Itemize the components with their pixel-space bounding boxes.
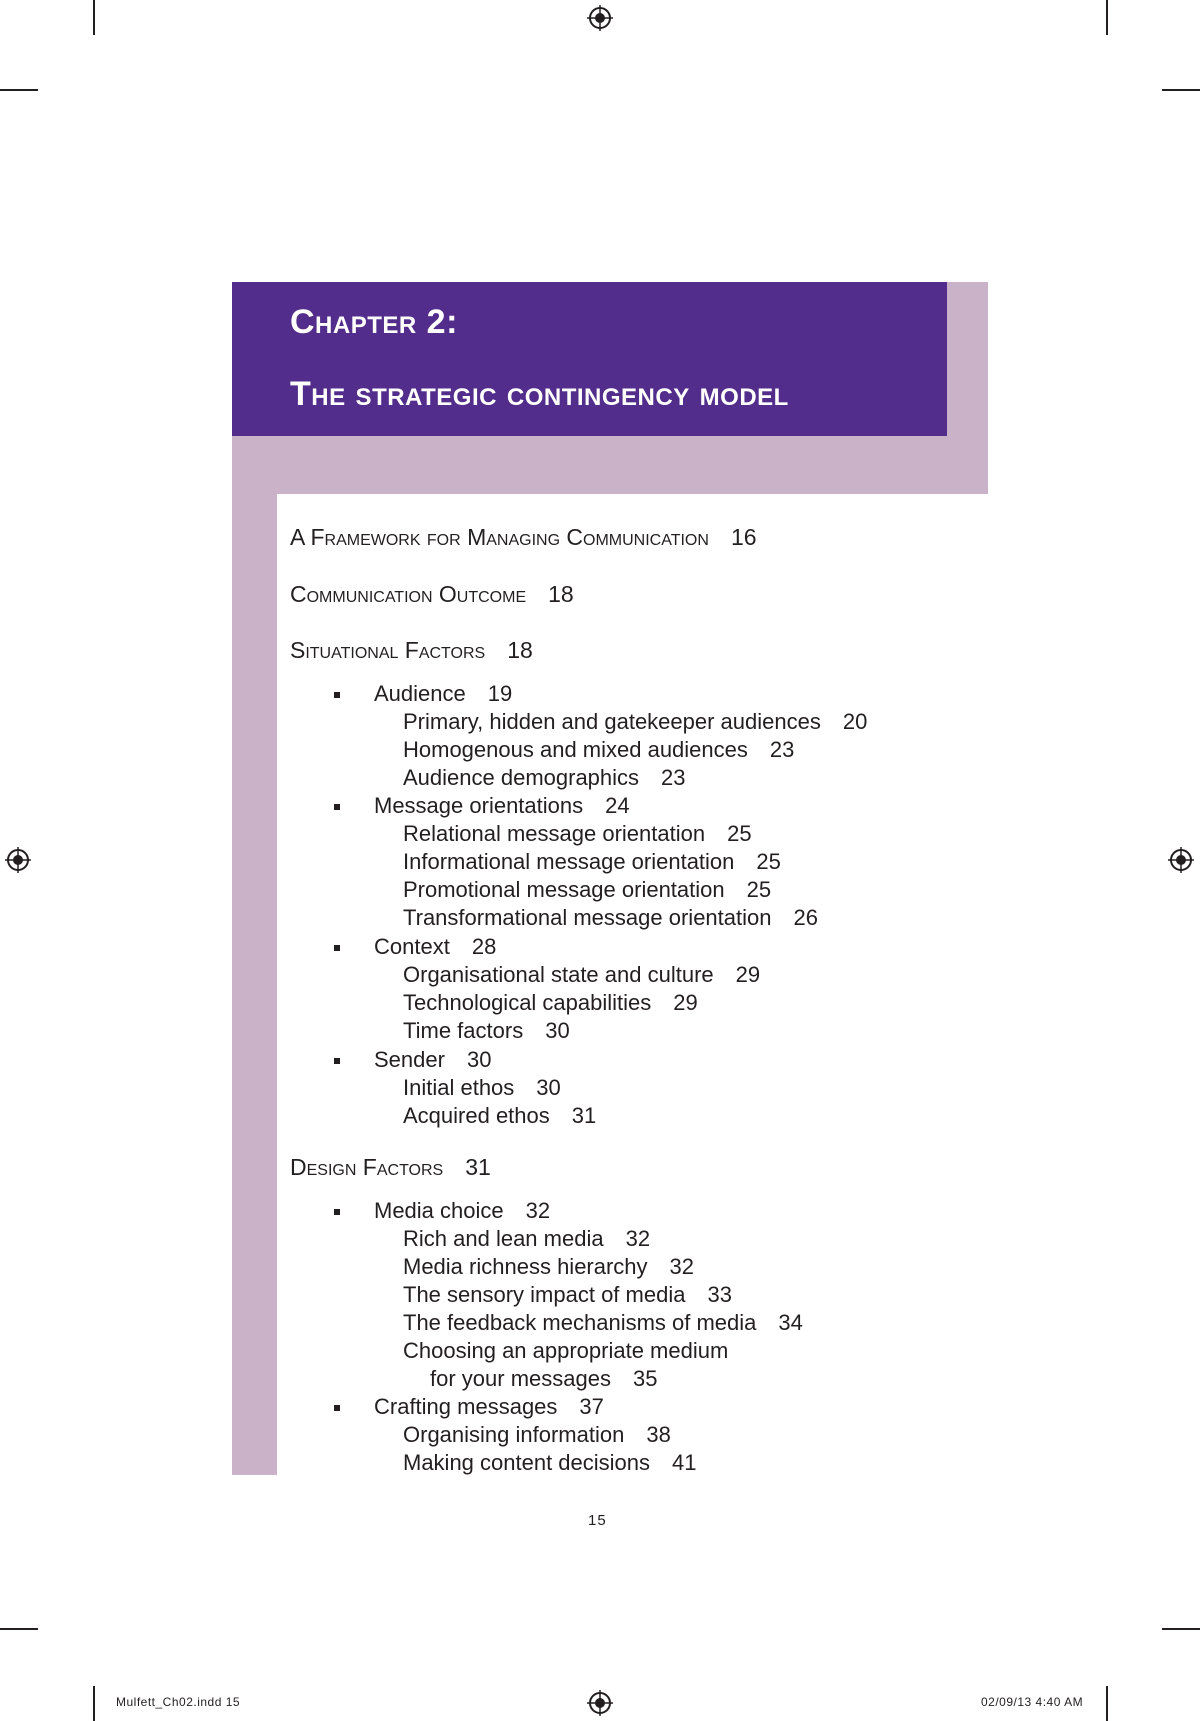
crop-mark <box>93 0 95 35</box>
toc-topic <box>374 1394 604 1420</box>
toc-entry-label: Audience demographics <box>403 765 640 790</box>
toc-entry-page: 16 <box>730 524 757 550</box>
toc-entry-label: Informational message orientation <box>403 849 735 874</box>
toc-subtopic <box>403 821 752 847</box>
toc-entry-label: Situational Factors <box>290 637 486 663</box>
toc-entry-label: Transformational message orientation <box>403 905 772 930</box>
toc-entry-page: 30 <box>466 1047 492 1072</box>
toc-subtopic <box>403 1282 732 1308</box>
toc-entry-label: Communication Outcome <box>290 581 527 607</box>
toc-entry-label: Media richness hierarchy <box>403 1254 648 1279</box>
toc-section <box>290 524 757 551</box>
toc-subtopic <box>403 737 794 763</box>
toc-entry-label: Promotional message orientation <box>403 877 725 902</box>
toc-entry-page: 33 <box>707 1282 732 1307</box>
toc-entry-page: 31 <box>465 1154 491 1180</box>
toc-topic <box>374 1198 550 1224</box>
toc-section <box>290 581 574 608</box>
toc-entry-page: 32 <box>625 1226 651 1251</box>
toc-entry-page: 32 <box>669 1254 695 1279</box>
toc-entry-label: Message orientations <box>374 793 584 818</box>
crop-mark <box>0 1628 38 1630</box>
toc-entry-page: 30 <box>536 1075 561 1100</box>
toc-topic <box>374 934 496 960</box>
chapter-number-text: Chapter 2: <box>290 303 458 341</box>
crop-mark <box>1106 0 1108 35</box>
crop-mark <box>93 1686 95 1721</box>
toc-entry-label: for your messages <box>430 1366 611 1391</box>
toc-subtopic <box>403 1018 570 1044</box>
toc-entry-page: 23 <box>769 737 795 762</box>
toc-entry-label: Acquired ethos <box>403 1103 550 1128</box>
toc-subtopic <box>403 877 771 903</box>
toc-entry-page: 23 <box>661 765 686 790</box>
toc-entry-label: Media choice <box>374 1198 504 1223</box>
toc-entry-page: 26 <box>793 905 818 930</box>
toc-entry-label: Sender <box>374 1047 445 1072</box>
toc-subtopic <box>403 765 686 791</box>
toc-subtopic <box>403 709 867 735</box>
toc-entry-page: 25 <box>727 821 752 846</box>
toc-subtopic <box>430 1366 657 1392</box>
toc-entry-page: 24 <box>605 793 630 818</box>
slug-filename: Mulfett_Ch02.indd 15 <box>116 1695 241 1709</box>
toc-entry-page: 25 <box>746 877 772 902</box>
toc-subtopic <box>403 1450 697 1476</box>
toc-entry-page: 34 <box>778 1310 803 1335</box>
toc-entry-label: Organisational state and culture <box>403 962 714 987</box>
toc-subtopic <box>403 1103 596 1129</box>
toc-entry-page: 19 <box>487 681 513 706</box>
toc-entry-label: A Framework for Managing Communication <box>290 524 709 550</box>
toc-subtopic <box>403 1338 728 1364</box>
toc-topic <box>374 681 512 707</box>
toc-entry-page: 35 <box>632 1366 658 1391</box>
toc-section <box>290 637 533 664</box>
toc-entry-label: Time factors <box>403 1018 524 1043</box>
toc-entry-label: Organising information <box>403 1422 625 1447</box>
toc-subtopic <box>403 1226 650 1252</box>
toc-section <box>290 1154 491 1181</box>
registration-mark-icon <box>5 847 31 873</box>
toc-entry-label: The feedback mechanisms of media <box>403 1310 757 1335</box>
registration-mark-icon <box>587 5 613 31</box>
page-number: 15 <box>588 1512 607 1529</box>
bullet-icon <box>334 945 340 951</box>
toc-entry-page: 37 <box>579 1394 604 1419</box>
bullet-icon <box>334 1209 340 1215</box>
toc-entry-label: Context <box>374 934 450 959</box>
chapter-title-text: The strategic contingency model <box>290 375 789 413</box>
crop-mark <box>1106 1686 1108 1721</box>
bullet-icon <box>334 1405 340 1411</box>
chapter-title <box>290 375 789 414</box>
toc-entry-page: 31 <box>571 1103 597 1128</box>
toc-entry-page: 29 <box>735 962 761 987</box>
toc-entry-label: Making content decisions <box>403 1450 651 1475</box>
toc-subtopic <box>403 962 760 988</box>
toc-entry-page: 29 <box>673 990 698 1015</box>
toc-entry-label: Technological capabilities <box>403 990 652 1015</box>
toc-subtopic <box>403 1422 671 1448</box>
toc-entry-label: Rich and lean media <box>403 1226 604 1251</box>
toc-entry-page: 28 <box>471 934 497 959</box>
toc-subtopic <box>403 990 698 1016</box>
title-band-bottom <box>232 436 988 494</box>
toc-entry-page: 25 <box>756 849 781 874</box>
registration-mark-icon <box>1168 847 1194 873</box>
toc-entry-page: 32 <box>525 1198 551 1223</box>
registration-mark-icon <box>587 1690 613 1716</box>
toc-entry-page: 41 <box>672 1450 697 1475</box>
toc-entry-label: Crafting messages <box>374 1394 558 1419</box>
toc-topic <box>374 1047 491 1073</box>
slug-datetime: 02/09/13 4:40 AM <box>981 1695 1084 1709</box>
toc-entry-label: Homogenous and mixed audiences <box>403 737 748 762</box>
crop-mark <box>1162 89 1200 91</box>
toc-topic <box>374 793 630 819</box>
toc-subtopic <box>403 905 818 931</box>
crop-mark <box>0 89 38 91</box>
toc-entry-page: 18 <box>548 581 574 607</box>
toc-entry-label: Primary, hidden and gatekeeper audiences <box>403 709 821 734</box>
bullet-icon <box>334 1058 340 1064</box>
bullet-icon <box>334 804 340 810</box>
toc-entry-page: 38 <box>646 1422 671 1447</box>
toc-subtopic <box>403 1075 561 1101</box>
toc-entry-label: Relational message orientation <box>403 821 706 846</box>
chapter-number <box>290 303 458 342</box>
toc-subtopic <box>403 1254 694 1280</box>
toc-entry-page: 30 <box>545 1018 570 1043</box>
toc-entry-label: Choosing an appropriate medium <box>403 1338 729 1363</box>
toc-subtopic <box>403 1310 803 1336</box>
toc-entry-label: Audience <box>374 681 466 706</box>
toc-entry-page: 18 <box>507 637 533 663</box>
toc-subtopic <box>403 849 781 875</box>
bullet-icon <box>334 692 340 698</box>
toc-entry-label: The sensory impact of media <box>403 1282 686 1307</box>
crop-mark <box>1162 1628 1200 1630</box>
title-band-right <box>947 282 988 494</box>
toc-entry-label: Design Factors <box>290 1154 444 1180</box>
toc-entry-page: 20 <box>842 709 868 734</box>
toc-entry-label: Initial ethos <box>403 1075 515 1100</box>
